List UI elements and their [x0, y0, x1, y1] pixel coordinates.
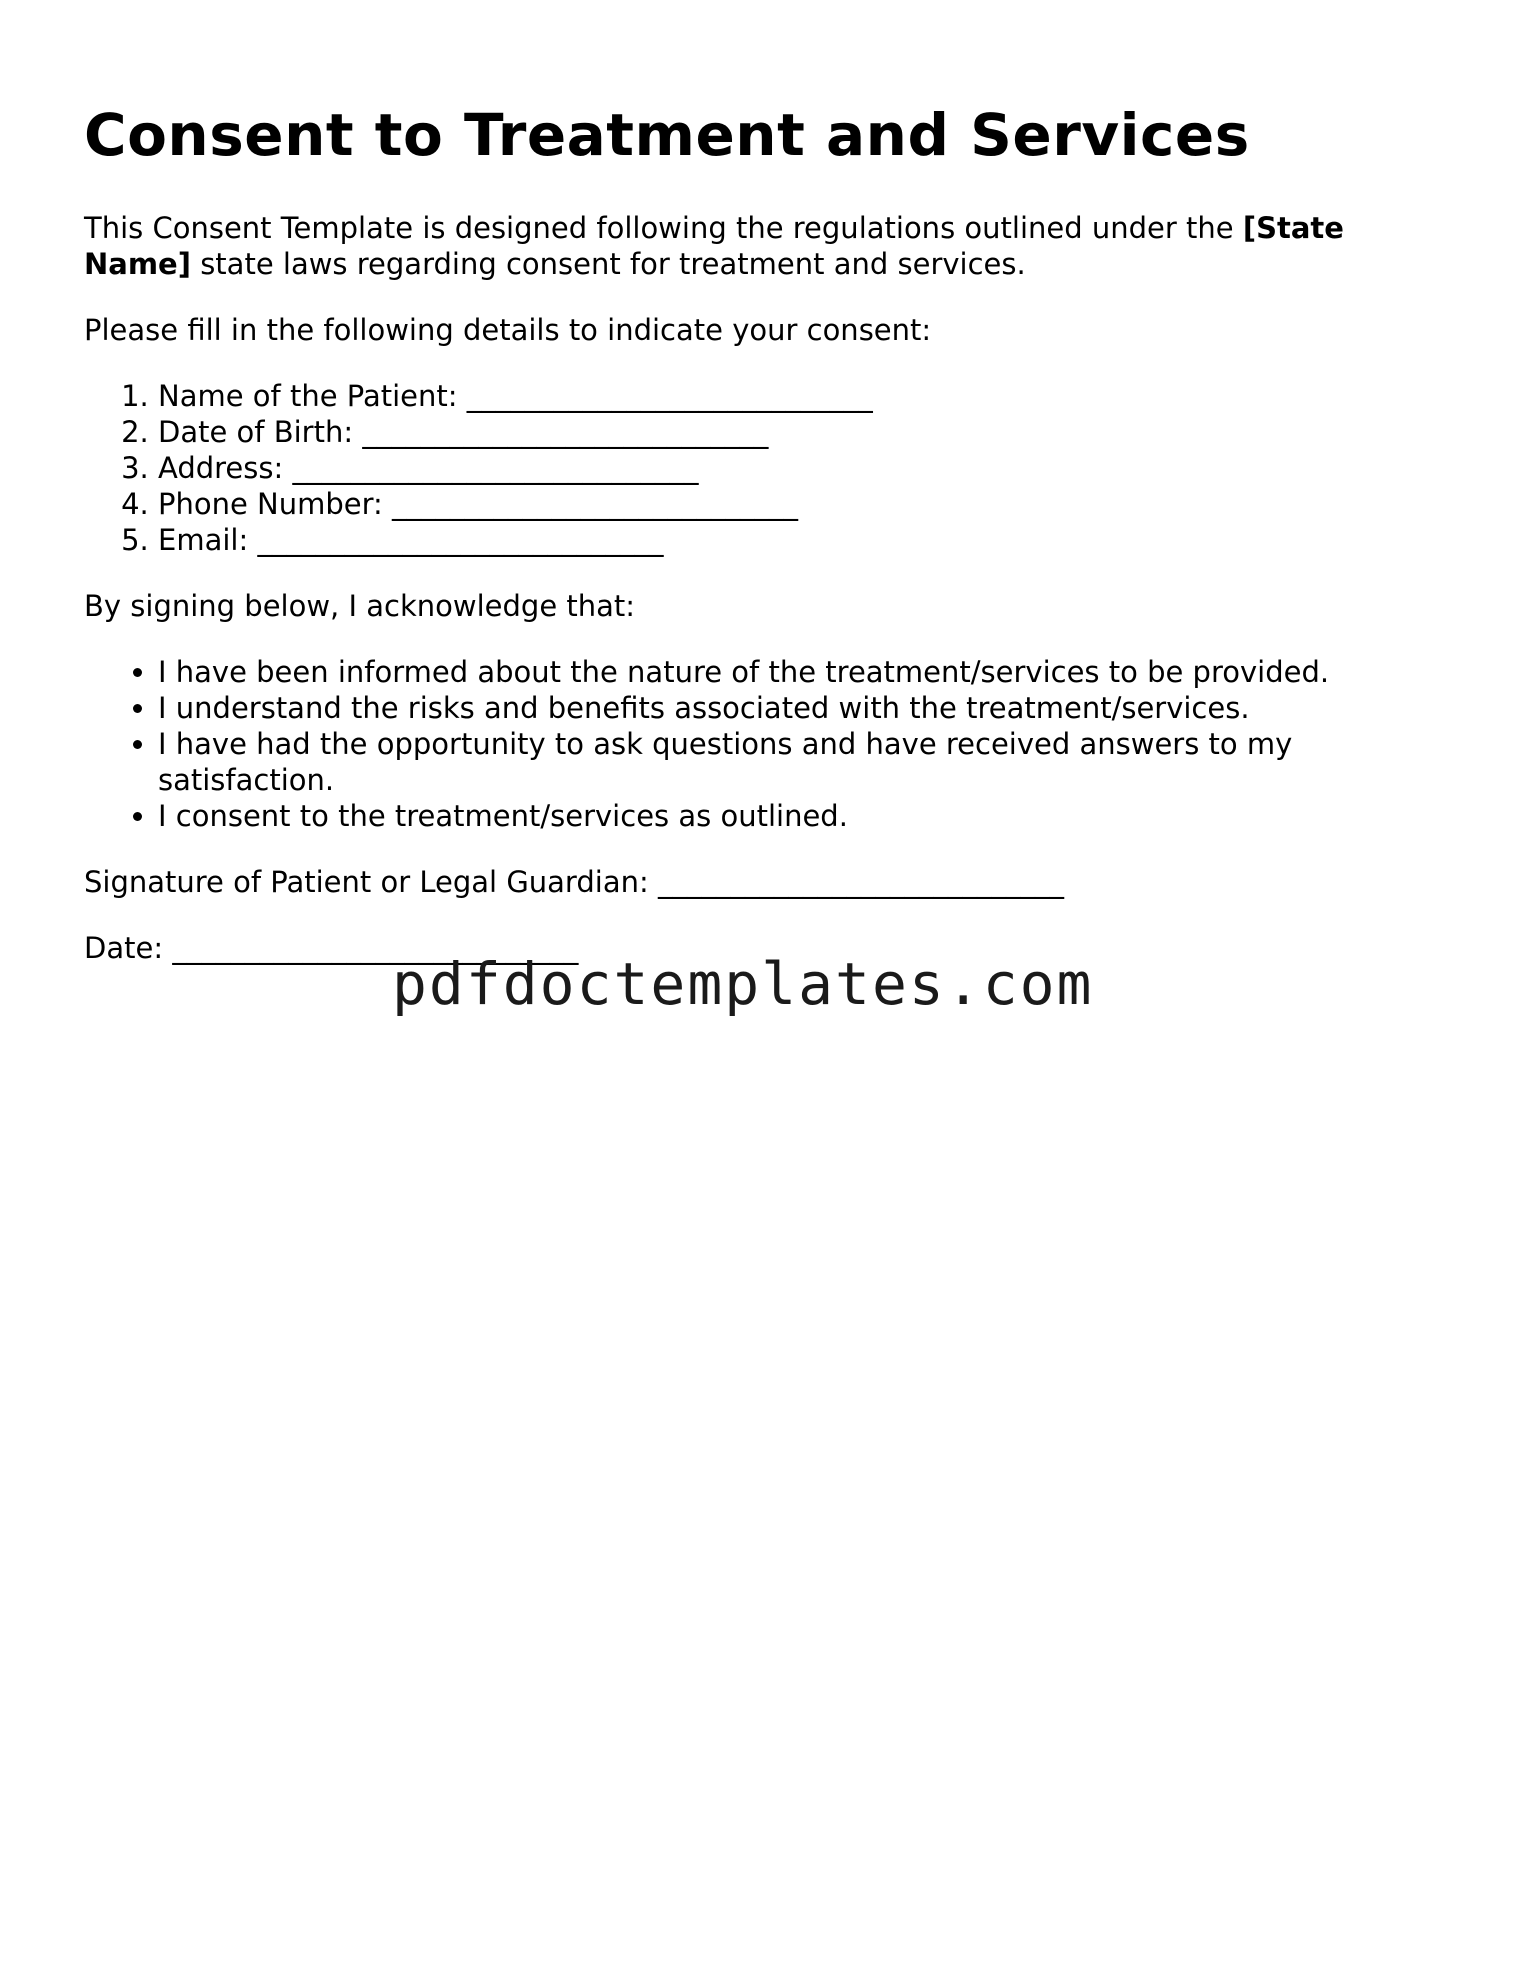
document-page [84, 100, 1444, 966]
signature-label: Signature of Patient or Legal Guardian: [84, 865, 649, 899]
document-title: Consent to Treatment and Services [84, 101, 1250, 169]
fill-in-blank[interactable]: ____________________________ [292, 451, 699, 485]
acknowledgement-item: • I consent to the treatment/services as outlined. [158, 798, 1444, 834]
date-blank[interactable]: ____________________________ [172, 931, 579, 965]
field-label: Phone Number: [158, 487, 383, 521]
fill-in-blank[interactable]: ____________________________ [466, 379, 873, 413]
intro-text-after: state laws regarding consent for treatment and services. [190, 247, 1026, 281]
fill-in-blank[interactable]: ____________________________ [392, 487, 799, 521]
field-address[interactable] [158, 450, 1444, 486]
signature-blank[interactable]: ____________________________ [657, 865, 1064, 899]
acknowledgement-item: • I understand the risks and benefits associated with the treatment/services. [158, 690, 1444, 726]
acknowledge-intro: By signing below, I acknowledge that: [84, 589, 636, 623]
fill-in-blank[interactable]: ____________________________ [362, 415, 769, 449]
field-phone-number[interactable] [158, 486, 1444, 522]
watermark-text: pdfdoctemplates.com [392, 950, 1094, 1018]
intro-paragraph [84, 210, 1444, 282]
details-list [84, 378, 1444, 558]
field-patient-name[interactable] [158, 378, 1444, 414]
acknowledgement-item: • I have had the opportunity to ask questions and have received answers to my satisfaction. [158, 726, 1444, 798]
date-label: Date: [84, 931, 164, 965]
state-name-placeholder: [State Name] [84, 211, 1344, 281]
acknowledgement-item: • I have been informed about the nature of the treatment/services to be provided. [158, 654, 1444, 690]
acknowledgement-list [84, 654, 1444, 834]
signature-line[interactable] [84, 864, 1444, 900]
instruction-text: Please fill in the following details to indicate your consent: [84, 313, 932, 347]
field-email[interactable] [158, 522, 1444, 558]
field-label: Email: [158, 523, 249, 557]
field-label: Date of Birth: [158, 415, 354, 449]
field-date-of-birth[interactable] [158, 414, 1444, 450]
intro-text-before: This Consent Template is designed following the regulations outlined under the [84, 211, 1243, 245]
fill-in-blank[interactable]: ____________________________ [257, 523, 664, 557]
field-label: Name of the Patient: [158, 379, 458, 413]
field-label: Address: [158, 451, 284, 485]
